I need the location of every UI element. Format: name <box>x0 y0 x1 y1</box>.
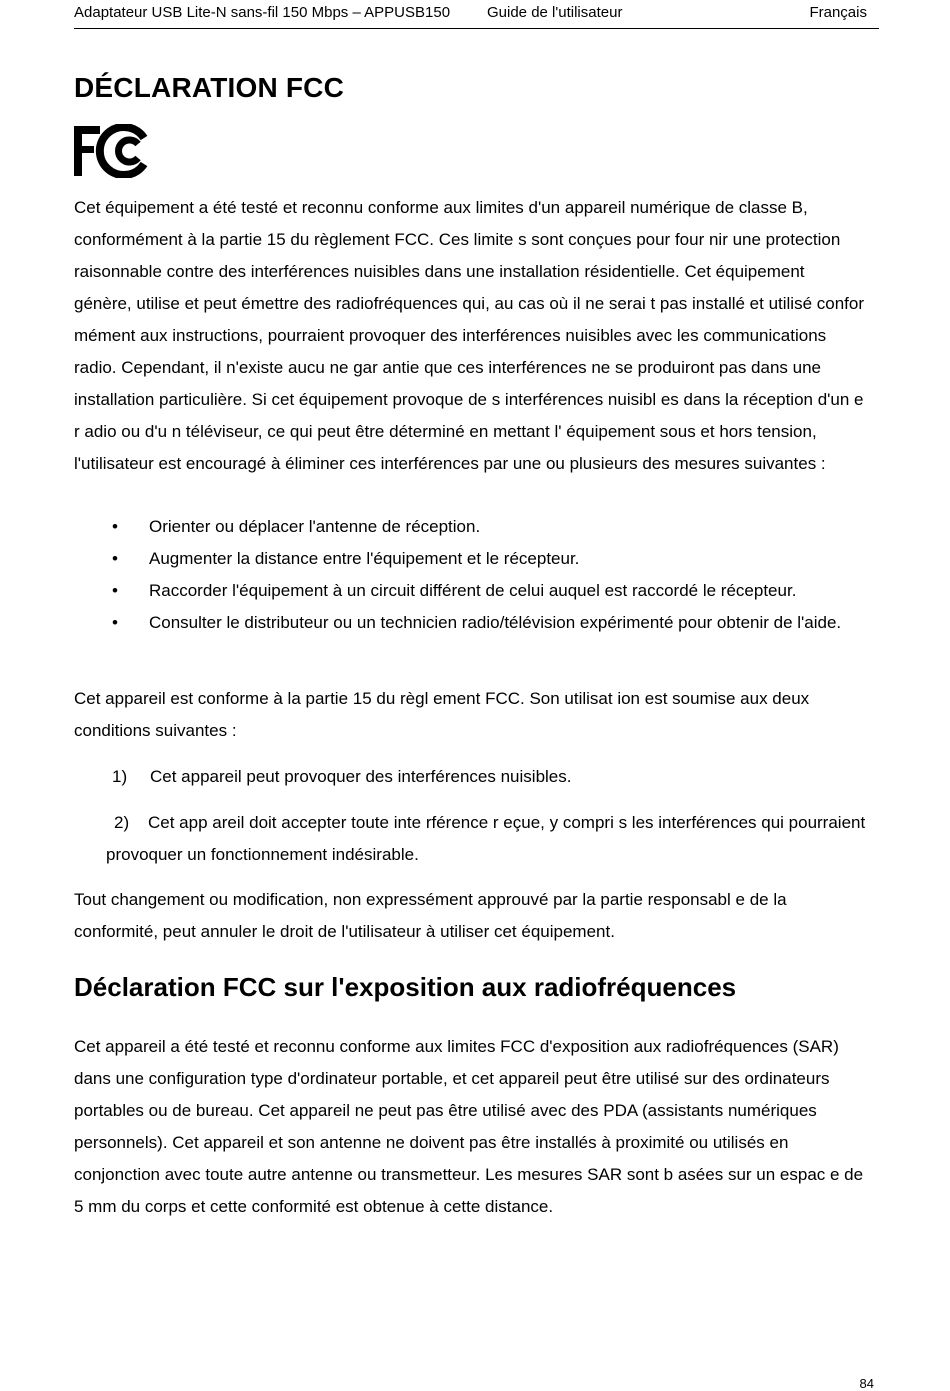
condition-label: 2) <box>114 813 130 832</box>
list-item: • Augmenter la distance entre l'équipement et le récepteur. <box>74 543 864 575</box>
header-product-name: Adaptateur USB Lite-N sans-fil 150 Mbps – APPUSB150 <box>74 4 451 21</box>
fcc-logo-icon <box>74 124 148 178</box>
fcc-paragraph-1: Cet équipement a été testé et reconnu conforme aux limites d'un appareil numérique de classe B, conformément à la partie 15 du règlement FCC. Ces limite s sont conçues pour four nir une protection raisonnable contre des interférences nuisibles dans une installation résidentielle. Cet équipement génère, utilise et peut émettre des radiofréquences qui, au cas où il ne serai t pas installé et utilisé confor mément aux instructions, pourraient provoquer des interférences nuisibles avec les communications radio. Cependant, il n'existe aucu ne gar antie que ces interférences ne se produiront pas dans une installation particulière. Si cet équipement provoque de s interférences nuisibl es dans la réception d'un e r adio ou d'u n téléviseur, ce qui peut être déterminé en mettant l' équipement sous et hors tension, l'utilisateur est encouragé à éliminer ces interférences par une ou plusieurs des mesures suivantes : <box>74 198 865 473</box>
header-language: Français <box>809 4 867 21</box>
fcc-paragraph-3: Tout changement ou modification, non expressément approuvé par la partie responsabl e de la conformité, peut annuler le droit de l'utilisateur à utiliser cet équipement. <box>74 890 787 941</box>
measures-list <box>74 511 864 639</box>
header-guide-title: Guide de l'utilisateur <box>487 4 623 21</box>
section-title-fcc: DÉCLARATION FCC <box>74 72 345 103</box>
list-item: • Raccorder l'équipement à un circuit différent de celui auquel est raccordé le récepteur. <box>74 575 864 607</box>
condition-text: Cet app areil doit accepter toute inte rférence r eçue, y compri s les interférences qui pourraient provoquer un fonctionnement indésirable. <box>106 813 866 864</box>
condition-label: 1) <box>112 767 128 786</box>
condition-item-1 <box>112 761 872 793</box>
page-number: 84 <box>859 1376 874 1391</box>
list-item: • Orienter ou déplacer l'antenne de réception. <box>74 511 864 543</box>
page-header <box>74 2 879 29</box>
rf-exposure-paragraph: Cet appareil a été testé et reconnu conforme aux limites FCC d'exposition aux radiofréquences (SAR) dans une configuration type d'ordinateur portable, et cet appareil peut être utilisé sur des ordinateurs portables ou de bureau. Cet appareil ne peut pas être utilisé avec des PDA (assistants numériques personnels). Cet appareil et son antenne ne doivent pas être installés à proximité ou utilisés en conjonction avec toute autre antenne ou transmetteur. Les mesures SAR sont b asées sur un espac e de 5 mm du corps et cette conformité est obtenue à cette distance. <box>74 1037 864 1216</box>
fcc-paragraph-2: Cet appareil est conforme à la partie 15 du règl ement FCC. Son utilisat ion est soumise aux deux conditions suivantes : <box>74 689 810 740</box>
list-item: • Consulter le distributeur ou un technicien radio/télévision expérimenté pour obtenir de l'aide. <box>74 607 864 639</box>
bullet-icon: • <box>112 517 118 536</box>
bullet-icon: • <box>112 549 118 568</box>
bullet-icon: • <box>112 581 118 600</box>
condition-text: Cet appareil peut provoquer des interférences nuisibles. <box>150 767 572 786</box>
bullet-icon: • <box>112 613 118 632</box>
condition-item-2 <box>106 807 866 871</box>
section-title-rf-exposure: Déclaration FCC sur l'exposition aux radiofréquences <box>74 972 737 1002</box>
